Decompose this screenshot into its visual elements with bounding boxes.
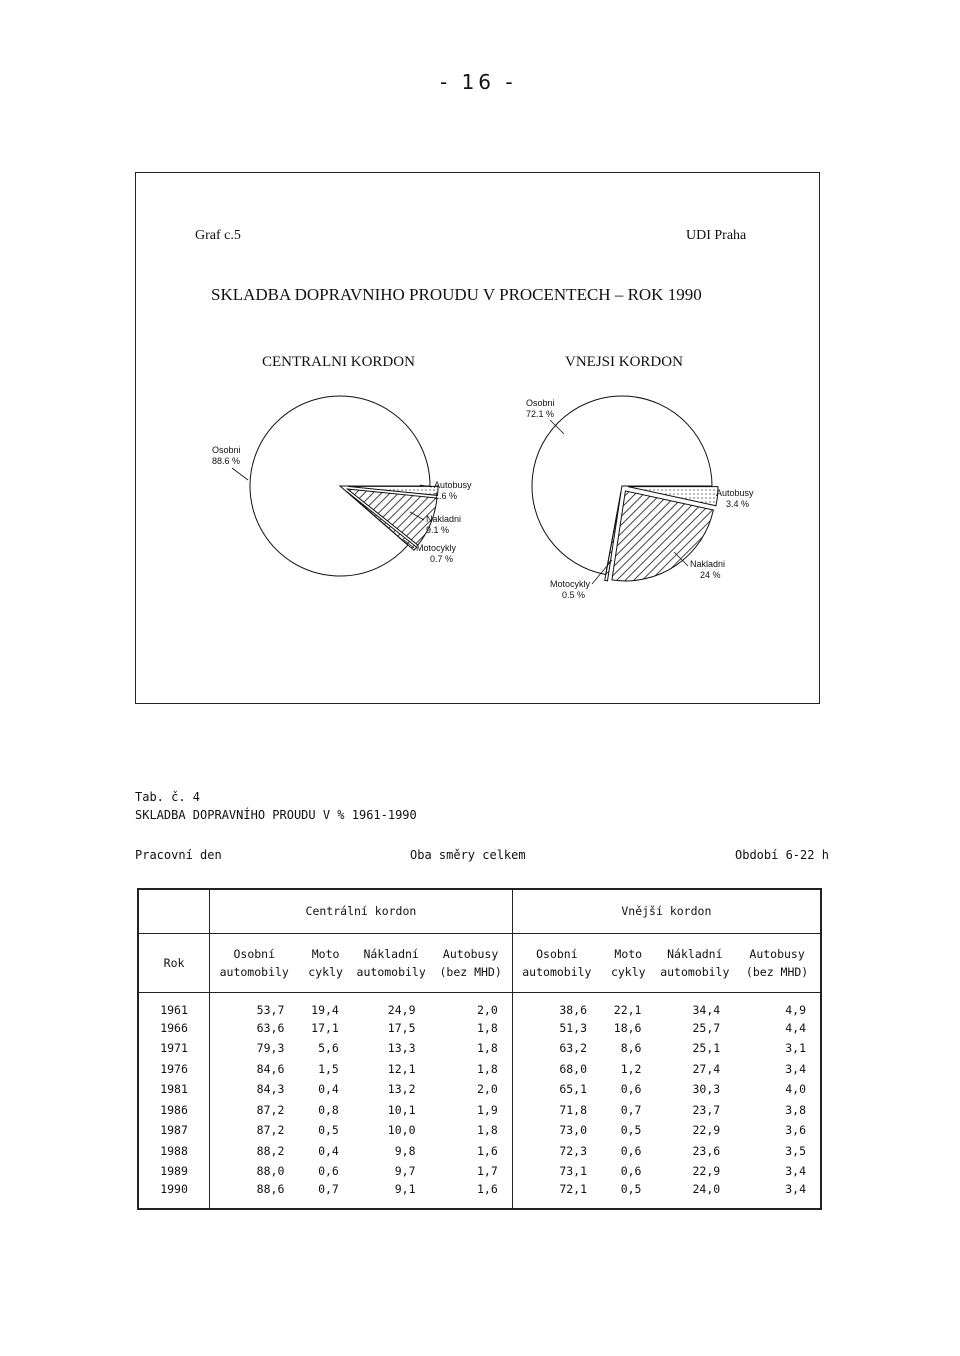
value-cell: 4,9 <box>785 1003 806 1018</box>
outer-pie <box>532 396 718 581</box>
value-cell: 25,1 <box>692 1041 721 1056</box>
column-header-line: automobily <box>660 964 730 979</box>
value-cell: 9,1 <box>394 1181 416 1196</box>
table-title: SKLADBA DOPRAVNÍHO PROUDU V % 1961-1990 <box>135 808 417 822</box>
graph-label: Graf c.5 <box>195 228 241 243</box>
year-cell: 1987 <box>160 1123 188 1138</box>
year-cell: 1986 <box>160 1102 188 1117</box>
column-header-rok: Rok <box>139 933 210 992</box>
column-header <box>430 933 513 992</box>
table-row <box>139 1038 820 1058</box>
data-table <box>139 890 820 1208</box>
value-cell: 1,7 <box>476 1163 498 1178</box>
value-cell: 9,8 <box>394 1143 416 1158</box>
table-label: Tab. č. 4 <box>135 790 201 804</box>
value-cell: 23,7 <box>692 1102 721 1117</box>
column-header-line: Moto <box>311 946 340 961</box>
value-cell: 0,7 <box>620 1102 642 1117</box>
value-cell: 1,8 <box>476 1061 498 1076</box>
outer-value-motocykly: 0.5 % <box>562 590 586 600</box>
year-cell: 1971 <box>160 1041 188 1056</box>
page-number: - 16 - <box>440 70 517 94</box>
central-leader-osobni <box>232 468 248 480</box>
outer-value-nakladni: 24 % <box>700 570 721 580</box>
outer-label-motocykly: Motocykly <box>550 579 591 589</box>
value-cell: 65,1 <box>512 1079 601 1099</box>
value-cell: 8,6 <box>620 1041 642 1056</box>
central-value-nakladni: 9.1 % <box>426 525 450 535</box>
year-cell: 1989 <box>160 1163 188 1178</box>
value-cell: 2,0 <box>476 1003 498 1018</box>
value-cell: 10,1 <box>387 1102 416 1117</box>
column-header-line: Autobusy <box>442 946 499 961</box>
central-value-osobni: 88.6 % <box>212 456 241 466</box>
column-header-line: automobily <box>522 964 592 979</box>
value-cell: 22,9 <box>692 1123 721 1138</box>
value-cell: 84,3 <box>210 1079 299 1099</box>
column-header-line: Nákladní <box>363 946 419 961</box>
value-cell: 73,1 <box>512 1161 601 1181</box>
outer-value-osobni: 72.1 % <box>526 409 555 419</box>
value-cell: 4,4 <box>785 1020 806 1035</box>
value-cell: 68,0 <box>512 1058 601 1078</box>
column-header-line: (bez MHD) <box>745 964 809 979</box>
column-header-line: cykly <box>610 964 646 979</box>
column-header <box>734 933 820 992</box>
value-cell: 1,5 <box>318 1061 339 1076</box>
column-header-line: Nákladní <box>667 946 723 961</box>
value-cell: 2,0 <box>476 1082 498 1097</box>
value-cell: 3,4 <box>785 1163 806 1178</box>
value-cell: 53,7 <box>210 992 299 1017</box>
value-cell: 17,5 <box>387 1020 416 1035</box>
info-directions: Oba směry celkem <box>410 848 526 862</box>
year-cell: 1966 <box>160 1020 188 1035</box>
year-cell: 1981 <box>160 1082 188 1097</box>
central-pie <box>250 396 438 576</box>
value-cell: 51,3 <box>512 1017 601 1037</box>
value-cell: 13,3 <box>387 1041 416 1056</box>
value-cell: 9,7 <box>394 1163 416 1178</box>
table-row <box>139 1161 820 1181</box>
year-cell: 1961 <box>160 1003 188 1018</box>
value-cell: 1,8 <box>476 1041 498 1056</box>
table-row <box>139 1181 820 1208</box>
value-cell: 17,1 <box>311 1020 339 1035</box>
column-header <box>298 933 352 992</box>
value-cell: 0,6 <box>620 1082 642 1097</box>
central-value-autobusy: 1.6 % <box>434 491 458 501</box>
value-cell: 84,6 <box>210 1058 299 1078</box>
column-header-line: (bez MHD) <box>439 964 502 979</box>
value-cell: 0,5 <box>620 1181 642 1196</box>
value-cell: 3,5 <box>785 1143 806 1158</box>
value-cell: 87,2 <box>210 1099 299 1119</box>
value-cell: 0,5 <box>620 1123 642 1138</box>
value-cell: 27,4 <box>692 1061 721 1076</box>
column-header-line: Osobní <box>233 946 276 961</box>
value-cell: 30,3 <box>692 1082 721 1097</box>
value-cell: 0,4 <box>318 1082 339 1097</box>
value-cell: 72,3 <box>512 1140 601 1160</box>
value-cell: 0,4 <box>318 1143 339 1158</box>
table-row <box>139 1017 820 1037</box>
value-cell: 10,0 <box>387 1123 416 1138</box>
source-label: UDI Praha <box>686 228 747 243</box>
outer-label-osobni: Osobni <box>526 398 555 408</box>
central-label-autobusy: Autobusy <box>434 480 472 490</box>
value-cell: 88,2 <box>210 1140 299 1160</box>
central-pie-title: CENTRALNI KORDON <box>262 354 415 370</box>
value-cell: 87,2 <box>210 1120 299 1140</box>
column-header <box>210 933 299 992</box>
value-cell: 18,6 <box>613 1020 642 1035</box>
table-row <box>139 1058 820 1078</box>
table-row <box>139 1140 820 1160</box>
value-cell: 0,6 <box>620 1143 642 1158</box>
value-cell: 24,9 <box>387 1003 416 1018</box>
table-row <box>139 1079 820 1099</box>
table-row <box>139 992 820 1017</box>
value-cell: 1,9 <box>476 1102 498 1117</box>
value-cell: 63,6 <box>210 1017 299 1037</box>
value-cell: 0,7 <box>318 1181 339 1196</box>
year-cell: 1988 <box>160 1143 188 1158</box>
value-cell: 0,6 <box>620 1163 642 1178</box>
column-header-line: automobily <box>219 964 289 979</box>
value-cell: 73,0 <box>512 1120 601 1140</box>
column-header <box>512 933 601 992</box>
value-cell: 72,1 <box>512 1181 601 1208</box>
column-header-line: cykly <box>308 964 343 979</box>
value-cell: 5,6 <box>318 1041 339 1056</box>
central-label-nakladni: Nakladni <box>426 514 462 524</box>
value-cell: 3,4 <box>785 1181 806 1196</box>
value-cell: 1,8 <box>476 1020 498 1035</box>
value-cell: 34,4 <box>692 1003 721 1018</box>
value-cell: 12,1 <box>387 1061 416 1076</box>
column-header-line: Autobusy <box>749 946 805 961</box>
value-cell: 79,3 <box>210 1038 299 1058</box>
column-header <box>353 933 430 992</box>
value-cell: 1,2 <box>620 1061 642 1076</box>
data-table-frame <box>137 888 822 1210</box>
outer-pie-title: VNEJSI KORDON <box>565 354 683 370</box>
table-row <box>139 1120 820 1140</box>
table-corner <box>139 890 210 933</box>
chart-title: SKLADBA DOPRAVNIHO PROUDU V PROCENTECH – ROK 1990 <box>211 285 702 304</box>
value-cell: 0,8 <box>318 1102 339 1117</box>
value-cell: 19,4 <box>311 1003 339 1018</box>
info-work-day: Pracovní den <box>135 848 222 862</box>
value-cell: 4,0 <box>785 1082 806 1097</box>
value-cell: 3,6 <box>785 1123 806 1138</box>
value-cell: 1,8 <box>476 1123 498 1138</box>
value-cell: 88,6 <box>210 1181 299 1208</box>
column-header-line: Osobní <box>536 946 578 961</box>
value-cell: 38,6 <box>512 992 601 1017</box>
value-cell: 13,2 <box>387 1082 416 1097</box>
group-header-outer: Vnější kordon <box>512 890 820 933</box>
central-label-motocykly: Motocykly <box>416 543 457 553</box>
outer-value-autobusy: 3.4 % <box>726 499 750 509</box>
outer-label-nakladni: Nakladni <box>690 559 726 569</box>
info-period: Období 6-22 h <box>735 848 829 862</box>
value-cell: 3,1 <box>785 1041 806 1056</box>
central-label-osobni: Osobni <box>212 445 241 455</box>
column-header <box>601 933 655 992</box>
column-header-line: automobily <box>356 964 426 979</box>
value-cell: 88,0 <box>210 1161 299 1181</box>
value-cell: 23,6 <box>692 1143 721 1158</box>
outer-label-autobusy: Autobusy <box>716 488 754 498</box>
value-cell: 1,6 <box>476 1143 498 1158</box>
column-header-line: Moto <box>614 946 643 961</box>
year-cell: 1976 <box>160 1061 188 1076</box>
value-cell: 22,1 <box>613 1003 642 1018</box>
value-cell: 24,0 <box>692 1181 721 1196</box>
value-cell: 0,5 <box>318 1123 339 1138</box>
group-header-central: Centrální kordon <box>210 890 513 933</box>
value-cell: 3,8 <box>785 1102 806 1117</box>
value-cell: 22,9 <box>692 1163 721 1178</box>
value-cell: 0,6 <box>318 1163 339 1178</box>
central-value-motocykly: 0.7 % <box>430 554 454 564</box>
value-cell: 25,7 <box>692 1020 721 1035</box>
value-cell: 63,2 <box>512 1038 601 1058</box>
value-cell: 1,6 <box>476 1181 498 1196</box>
table-row <box>139 1099 820 1119</box>
value-cell: 3,4 <box>785 1061 806 1076</box>
column-header <box>655 933 734 992</box>
value-cell: 71,8 <box>512 1099 601 1119</box>
year-cell: 1990 <box>160 1181 188 1196</box>
